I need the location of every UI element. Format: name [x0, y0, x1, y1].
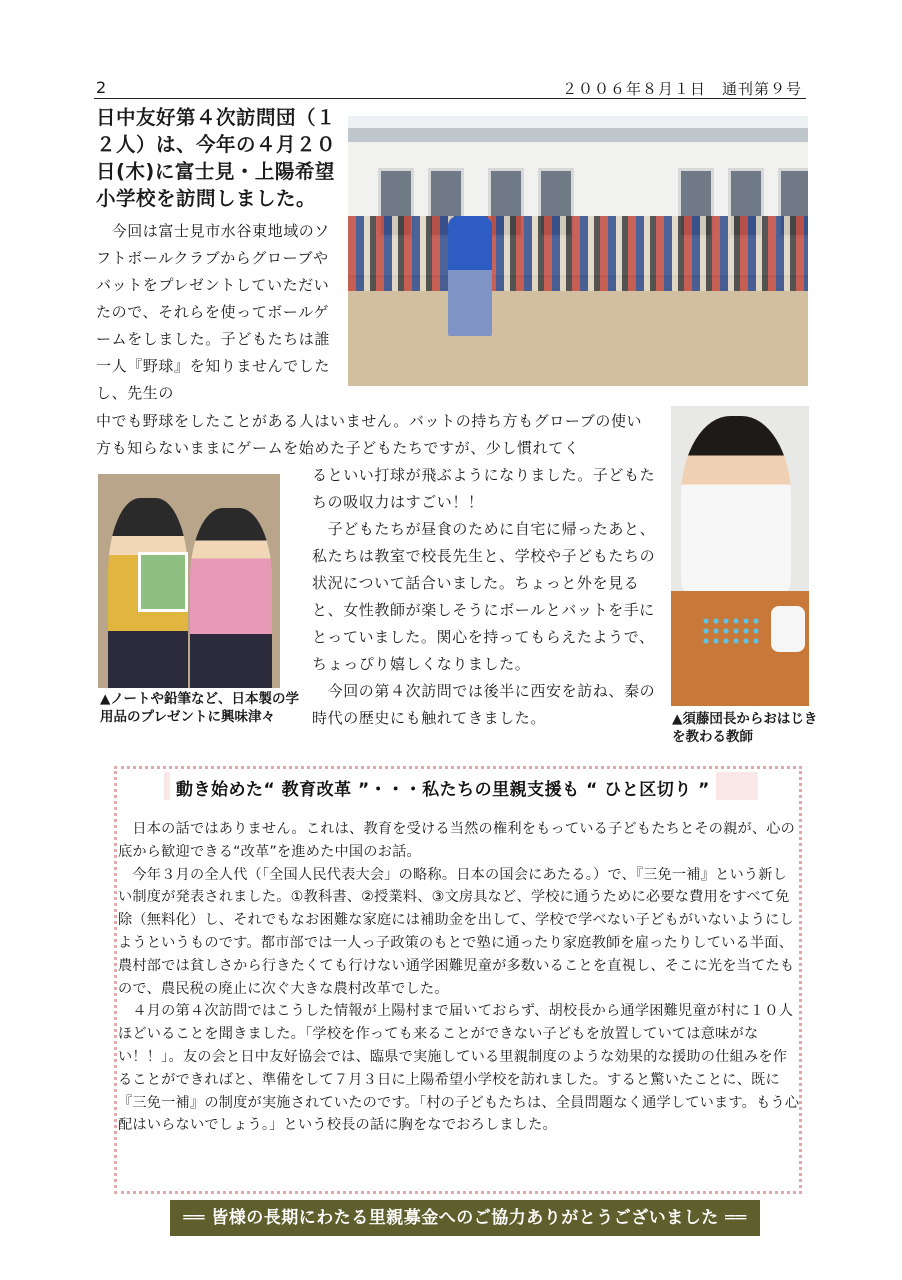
- photo-caption-left: ▲ノートや鉛筆など、日本製の学用品のプレゼントに興味津々: [100, 691, 299, 725]
- children-with-notebooks-photo: [98, 474, 280, 688]
- teacher-ohajiki-photo: [671, 406, 809, 706]
- box-title: 動き始めた“ 教育改革 ”・・・私たちの里親支援も “ ひと区切り ”: [170, 772, 716, 803]
- page-number: 2: [96, 78, 107, 97]
- header-divider: [94, 98, 806, 99]
- batter-figure: [448, 216, 492, 336]
- notebook: [138, 552, 188, 612]
- school-visit-photo: [348, 116, 808, 386]
- schoolyard-ground: [348, 291, 808, 386]
- ohajiki-pieces: [701, 616, 761, 646]
- photo-caption-right: ▲須藤団長からおはじきを教わる教師: [672, 711, 818, 745]
- thanks-banner: ══ 皆様の長期にわたる里親募金へのご協力ありがとうございました ══: [170, 1200, 760, 1236]
- article-paragraph: 中でも野球をしたことがある人はいません。バットの持ち方もグローブの使い方も知らないままにゲームを始めた子どもたちですが、少し慣れてく: [96, 412, 643, 457]
- children-crowd: [348, 216, 808, 296]
- teacher-figure: [681, 416, 791, 596]
- article-paragraph: 今回は富士見市水谷東地域のソフトボールクラブからグローブやバットをプレゼントしていただいたので、それらを使ってボールゲームをしました。子どもたちは誰一人『野球』を知りませんでしたし、先生の: [96, 222, 331, 402]
- article-headline: 日中友好第４次訪問団（１２人）は、今年の４月２０日(木)に富士見・上陽希望小学校を訪問しました。: [96, 106, 337, 210]
- box-body-text: 日本の話ではありません。これは、教育を受ける当然の権利をもっている子どもたちとその親が、心の底から歓迎できる“改革”を進めた中国のお話。 今年３月の全人代（「全国人民代表大会」の略称。日本の国会にあたる。）で、『三免一補』という新しい制度が発表されました。①教科書、②授業料、③文房具など、学校に通うために必要な費用をすべて免除（無料化）し、それでもなお困難な家庭には補助金を出して、学校で学べない子どもがいないようにしようというものです。都市部では一人っ子政策のもとで塾に通ったり家庭教師を雇ったりしている半面、農村部では貧しさから行きたくても行けない通学困難児童が多数いることを直視し、そこに光を当てたもので、農民税の廃止に次ぐ大きな農村改革でした。 ４月の第４次訪問ではこうした情報が上陽村まで届いておらず、胡校長から通学困難児童が村に１０人ほどいることを聞きました。「学校を作っても来ることができない子どもを放置していては意味がない！！」。友の会と日中友好協会では、臨県で実施している里親制度のような効果的な援助の仕組みを作ることができればと、準備をして７月３日に上陽希望小学校を訪れました。すると驚いたことに、既に『三免一補』の制度が実施されていたのです。「村の子どもたちは、全員問題なく通学しています。もう心配はいらないでしょう。」という校長の話に胸をなでおろしました。: [118, 821, 800, 1134]
- issue-date: ２００６年８月１日 通刊第９号: [561, 80, 802, 98]
- article-paragraph: るといい打球が飛ぶようになりました。子どもたちの吸収力はすごい！！ 子どもたちが昼食のために自宅に帰ったあと、私たちは教室で校長先生と、学校や子どもたちの状況について話合いました。ちょっと外を見ると、女性教師が楽しそうにボールとバットを手にとっていました。関心を持ってもらえたようで、ちょっぴり嬉しくなりました。 今回の第４次訪問では後半に西安を訪ね、秦の時代の歴史にも触れてきました。: [312, 466, 656, 727]
